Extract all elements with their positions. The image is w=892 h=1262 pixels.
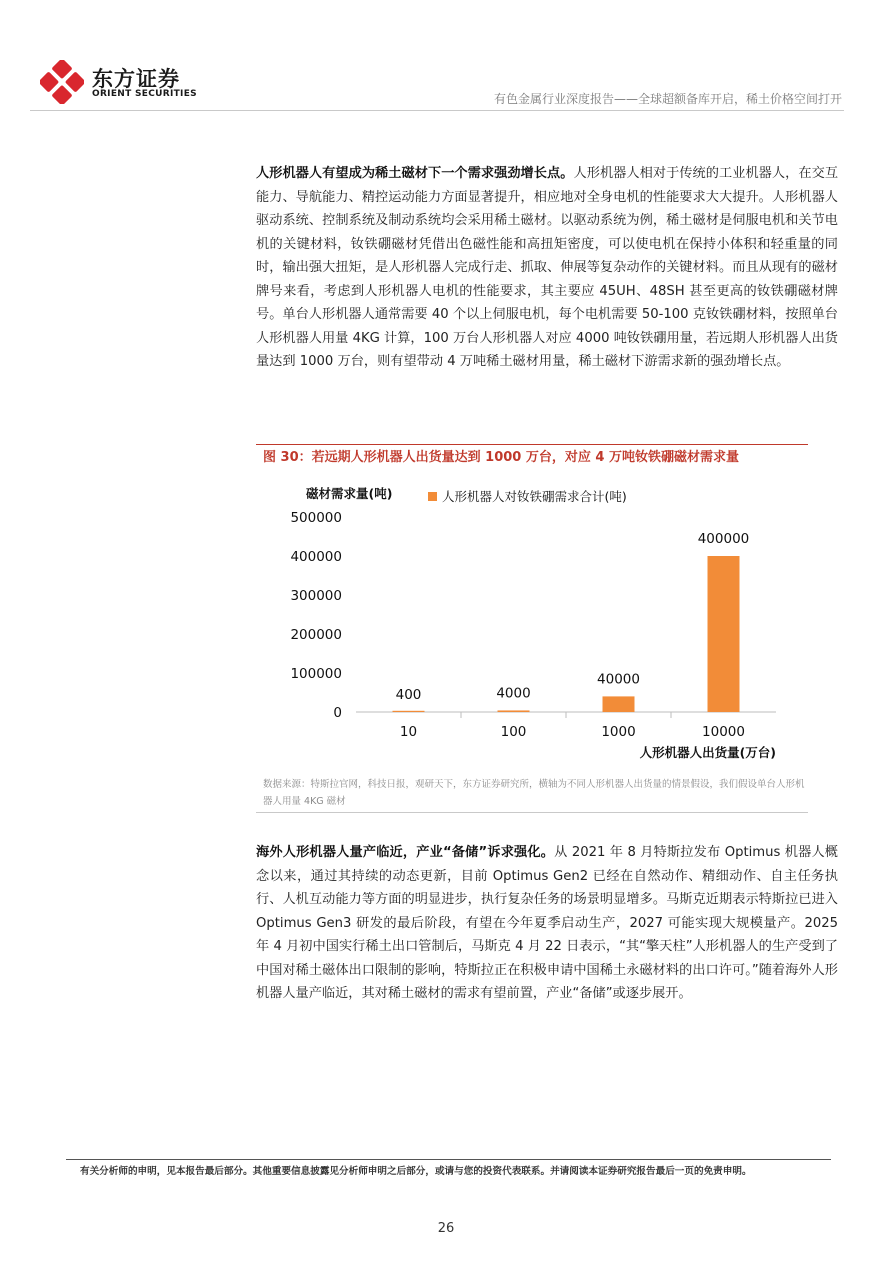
data-label: 4000 xyxy=(496,685,531,702)
brand-name-en: ORIENT SECURITIES xyxy=(92,89,197,99)
bar-10000 xyxy=(708,556,740,712)
y-axis-label: 磁材需求量(吨) xyxy=(306,486,393,501)
x-tick-label: 1000 xyxy=(601,724,636,740)
bar-1000 xyxy=(603,696,635,712)
orient-securities-logo-icon xyxy=(40,60,84,104)
y-tick-label: 200000 xyxy=(290,627,342,643)
paragraph-overseas-production xyxy=(256,841,838,1006)
x-tick-label: 10 xyxy=(399,724,418,740)
brand-name-cn: 东方证券 xyxy=(92,67,180,91)
paragraph-humanoid-robot-demand xyxy=(256,162,838,374)
bar-10 xyxy=(393,711,425,712)
data-label: 400 xyxy=(395,686,422,703)
paragraph-body: 人形机器人相对于传统的工业机器人，在交互能力、导航能力、精控运动能力方面显著提升，相应地对全身电机的性能要求大大提升。人形机器人驱动系统、控制系统及制动系统均会采用稀土磁材。以驱动系统为例，稀土磁材是伺服电机和关节电机的关键材料，钕铁硼磁材凭借出色磁性能和高扭矩密度，可以使电机在保持小体积和轻重量的同时，输出强大扭矩，是人形机器人完成行走、抓取、伸展等复杂动作的关键材料。而且从现有的磁材牌号来看，考虑到人形机器人电机的性能要求，其主要应 45UH、48SH 甚至更高的钕铁硼磁材牌号。单台人形机器人通常需要 40 个以上伺服电机，每个电机需要 50-100 克钕铁硼材料，按照单台人形机器人用量 4KG 计算，100 万台人形机器人对应 4000 吨钕铁硼用量，若远期人形机器人出货量达到 1000 万台，则有望带动 4 万吨稀土磁材用量，稀土磁材下游需求新的强劲增长点。 xyxy=(256,166,839,369)
page-number: 26 xyxy=(437,1221,455,1236)
x-tick-label: 10000 xyxy=(702,724,745,740)
y-tick-label: 100000 xyxy=(290,666,342,682)
data-label: 400000 xyxy=(697,531,750,547)
x-tick-label: 100 xyxy=(500,724,527,740)
y-tick-label: 500000 xyxy=(290,510,342,526)
legend-swatch xyxy=(428,492,437,501)
data-label: 40000 xyxy=(597,671,640,688)
y-tick-label: 400000 xyxy=(290,549,342,565)
y-tick-label: 300000 xyxy=(290,588,342,604)
figure-top-rule xyxy=(256,444,808,445)
footer-disclaimer: 有关分析师的申明，见本报告最后部分。其他重要信息披露见分析师申明之后部分，或请与您的投资代表联系。并请阅读本证券研究报告最后一页的免责申明。 xyxy=(80,1166,752,1177)
y-tick-label: 0 xyxy=(333,705,342,721)
bar-100 xyxy=(498,710,530,712)
legend-label: 人形机器人对钕铁硼需求合计(吨) xyxy=(442,489,627,504)
paragraph-lead: 人形机器人有望成为稀土磁材下一个需求强劲增长点。 xyxy=(256,166,574,181)
figure-title: 图 30：若远期人形机器人出货量达到 1000 万台，对应 4 万吨钕铁硼磁材需求量 xyxy=(263,450,739,465)
paragraph-lead: 海外人形机器人量产临近，产业“备储”诉求强化。 xyxy=(256,845,555,860)
bar-chart xyxy=(256,470,808,770)
figure-source-note: 数据来源：特斯拉官网，科技日报，观研天下，东方证券研究所，横轴为不同人形机器人出货量的情景假设，我们假设单台人形机器人用量 4KG 磁材 xyxy=(263,779,805,807)
x-axis-label: 人形机器人出货量(万台) xyxy=(639,745,776,760)
paragraph-body: 从 2021 年 8 月特斯拉发布 Optimus 机器人概念以来，通过其持续的动态更新，目前 Optimus Gen2 已经在自然动作、精细动作、自主任务执行、人机互动能力等方面的明显进步，执行复杂任务的场景明显增多。马斯克近期表示特斯拉已进入 Optimus Gen3 研发的最后阶段，有望在今年夏季启动生产，2027 可能实现大规模量产。2025 年 4 月初中国实行稀土出口管制后，马斯克 4 月 22 日表示，“其“擎天柱”人形机器人的生产受到了中国对稀土磁体出口限制的影响，特斯拉正在积极申请中国稀土永磁材料的出口许可。”随着海外人形机器人量产临近，其对稀土磁材的需求有望前置，产业“备储”或逐步展开。 xyxy=(256,845,838,1001)
figure-bottom-rule xyxy=(256,812,808,813)
report-title: 有色金属行业深度报告——全球超额备库开启，稀土价格空间打开 xyxy=(493,92,842,106)
footer-divider xyxy=(66,1159,831,1160)
header-divider xyxy=(30,110,844,111)
